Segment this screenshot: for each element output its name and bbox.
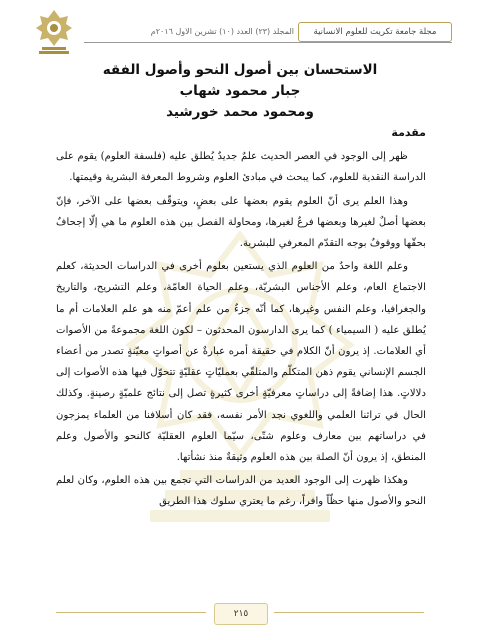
article-body <box>56 122 426 515</box>
page-number: ٢١٥ <box>214 603 268 625</box>
journal-name: مجلة جامعة تكريت للعلوم الانسانية <box>298 22 452 42</box>
paragraph: ظهر إلى الوجود في العصر الحديث علمٌ جديدٌ يُطلق عليه (فلسفة العلوم) يقوم على الدراسة النقدية للعلوم، كما يبحث في مبادئ العلوم وشروط المعرفة البشرية وقيمتها. <box>56 151 426 184</box>
article-titles <box>40 60 440 123</box>
article-title: الاستحسان بين أصول النحو وأصول الفقه <box>102 62 378 78</box>
author-1: جبار محمود شهاب <box>179 83 301 99</box>
paragraph: وهكذا ظهرت إلى الوجود العديد من الدراسات التي تجمع بين هذه العلوم، وكان لعلم النحو والأصول منها حظّاً وافراً، رغم ما يعتري سلوك هذا الطريق <box>56 475 426 508</box>
page-header <box>28 8 452 52</box>
section-heading: مقدمة <box>391 126 426 139</box>
paragraph: وعلم اللغة واحدٌ من العلوم الذي يستعين بعلوم أخرى في الدراسات الحديثة، كعلم الاجتماع العام، وعلم الأجناس البشريّة، وعلم الحياة العامّة، وعلم التشريح، والتاريخ والجغرافيا، وعلم النفس وغيرها، كما أنّه جزءٌ من علم أعمّ منه هو علم العلامات أم ما يُطلق عليه ( السيمياء ) كما يرى الدارسون المحدثون – لكون اللغة مجموعةً من الأصوات أي العلامات. إذ يرون أنّ الكلام في حقيقة أمره عبارةٌ عن أصواتٍ معيّنةٍ تصدر من أعضاء الجسم الإنساني يقوم ذهن المتكلّم والمتلقّي بعمليّاتٍ عقليّةٍ تتحوّل فيها هذه الأصوات إلى دلالاتٍ. هذا إضافةً إلى دراساتٍ معرفيّةٍ أخرى كثيرةٍ تصل إلى نتائج علميّةٍ رصينةٍ. وكذلك الحال في تراثنا العلمي واللغوي نجد الأمر نفسه، فقد كان أسلافنا من العلماء يمزجون في دراساتهم بين معارف وعلوم شتّى، سيّما العلوم العقليّة كالنحو والأصول وعلم المنطق، إذ يرون أنّ الصلة بين هذه العلوم وثيقةٌ منذ نشأتها. <box>56 261 426 464</box>
university-emblem-icon <box>34 8 74 54</box>
issue-info: المجلد (٢٣) العدد (١٠) تشرين الاول ٢٠١٦م <box>150 27 294 36</box>
footer-divider-left <box>56 612 206 613</box>
footer-divider-right <box>274 612 424 613</box>
author-2: ومحمود محمد خورشيد <box>166 104 314 120</box>
header-divider <box>84 42 452 43</box>
paragraph: وهذا العلم يرى أنّ العلوم يقوم بعضها على بعضٍ، ويتوقّف بعضها على الآخر، فإنّ بعضها أصلٌ لغيرها وبعضها فرعٌ لغيرها، ومحاولة الفصل بين هذه العلوم ما هي إلّا إجحافٌ بحقّها ووقوفٌ بوجه التقدّم المعرفي للبشرية. <box>56 195 426 250</box>
